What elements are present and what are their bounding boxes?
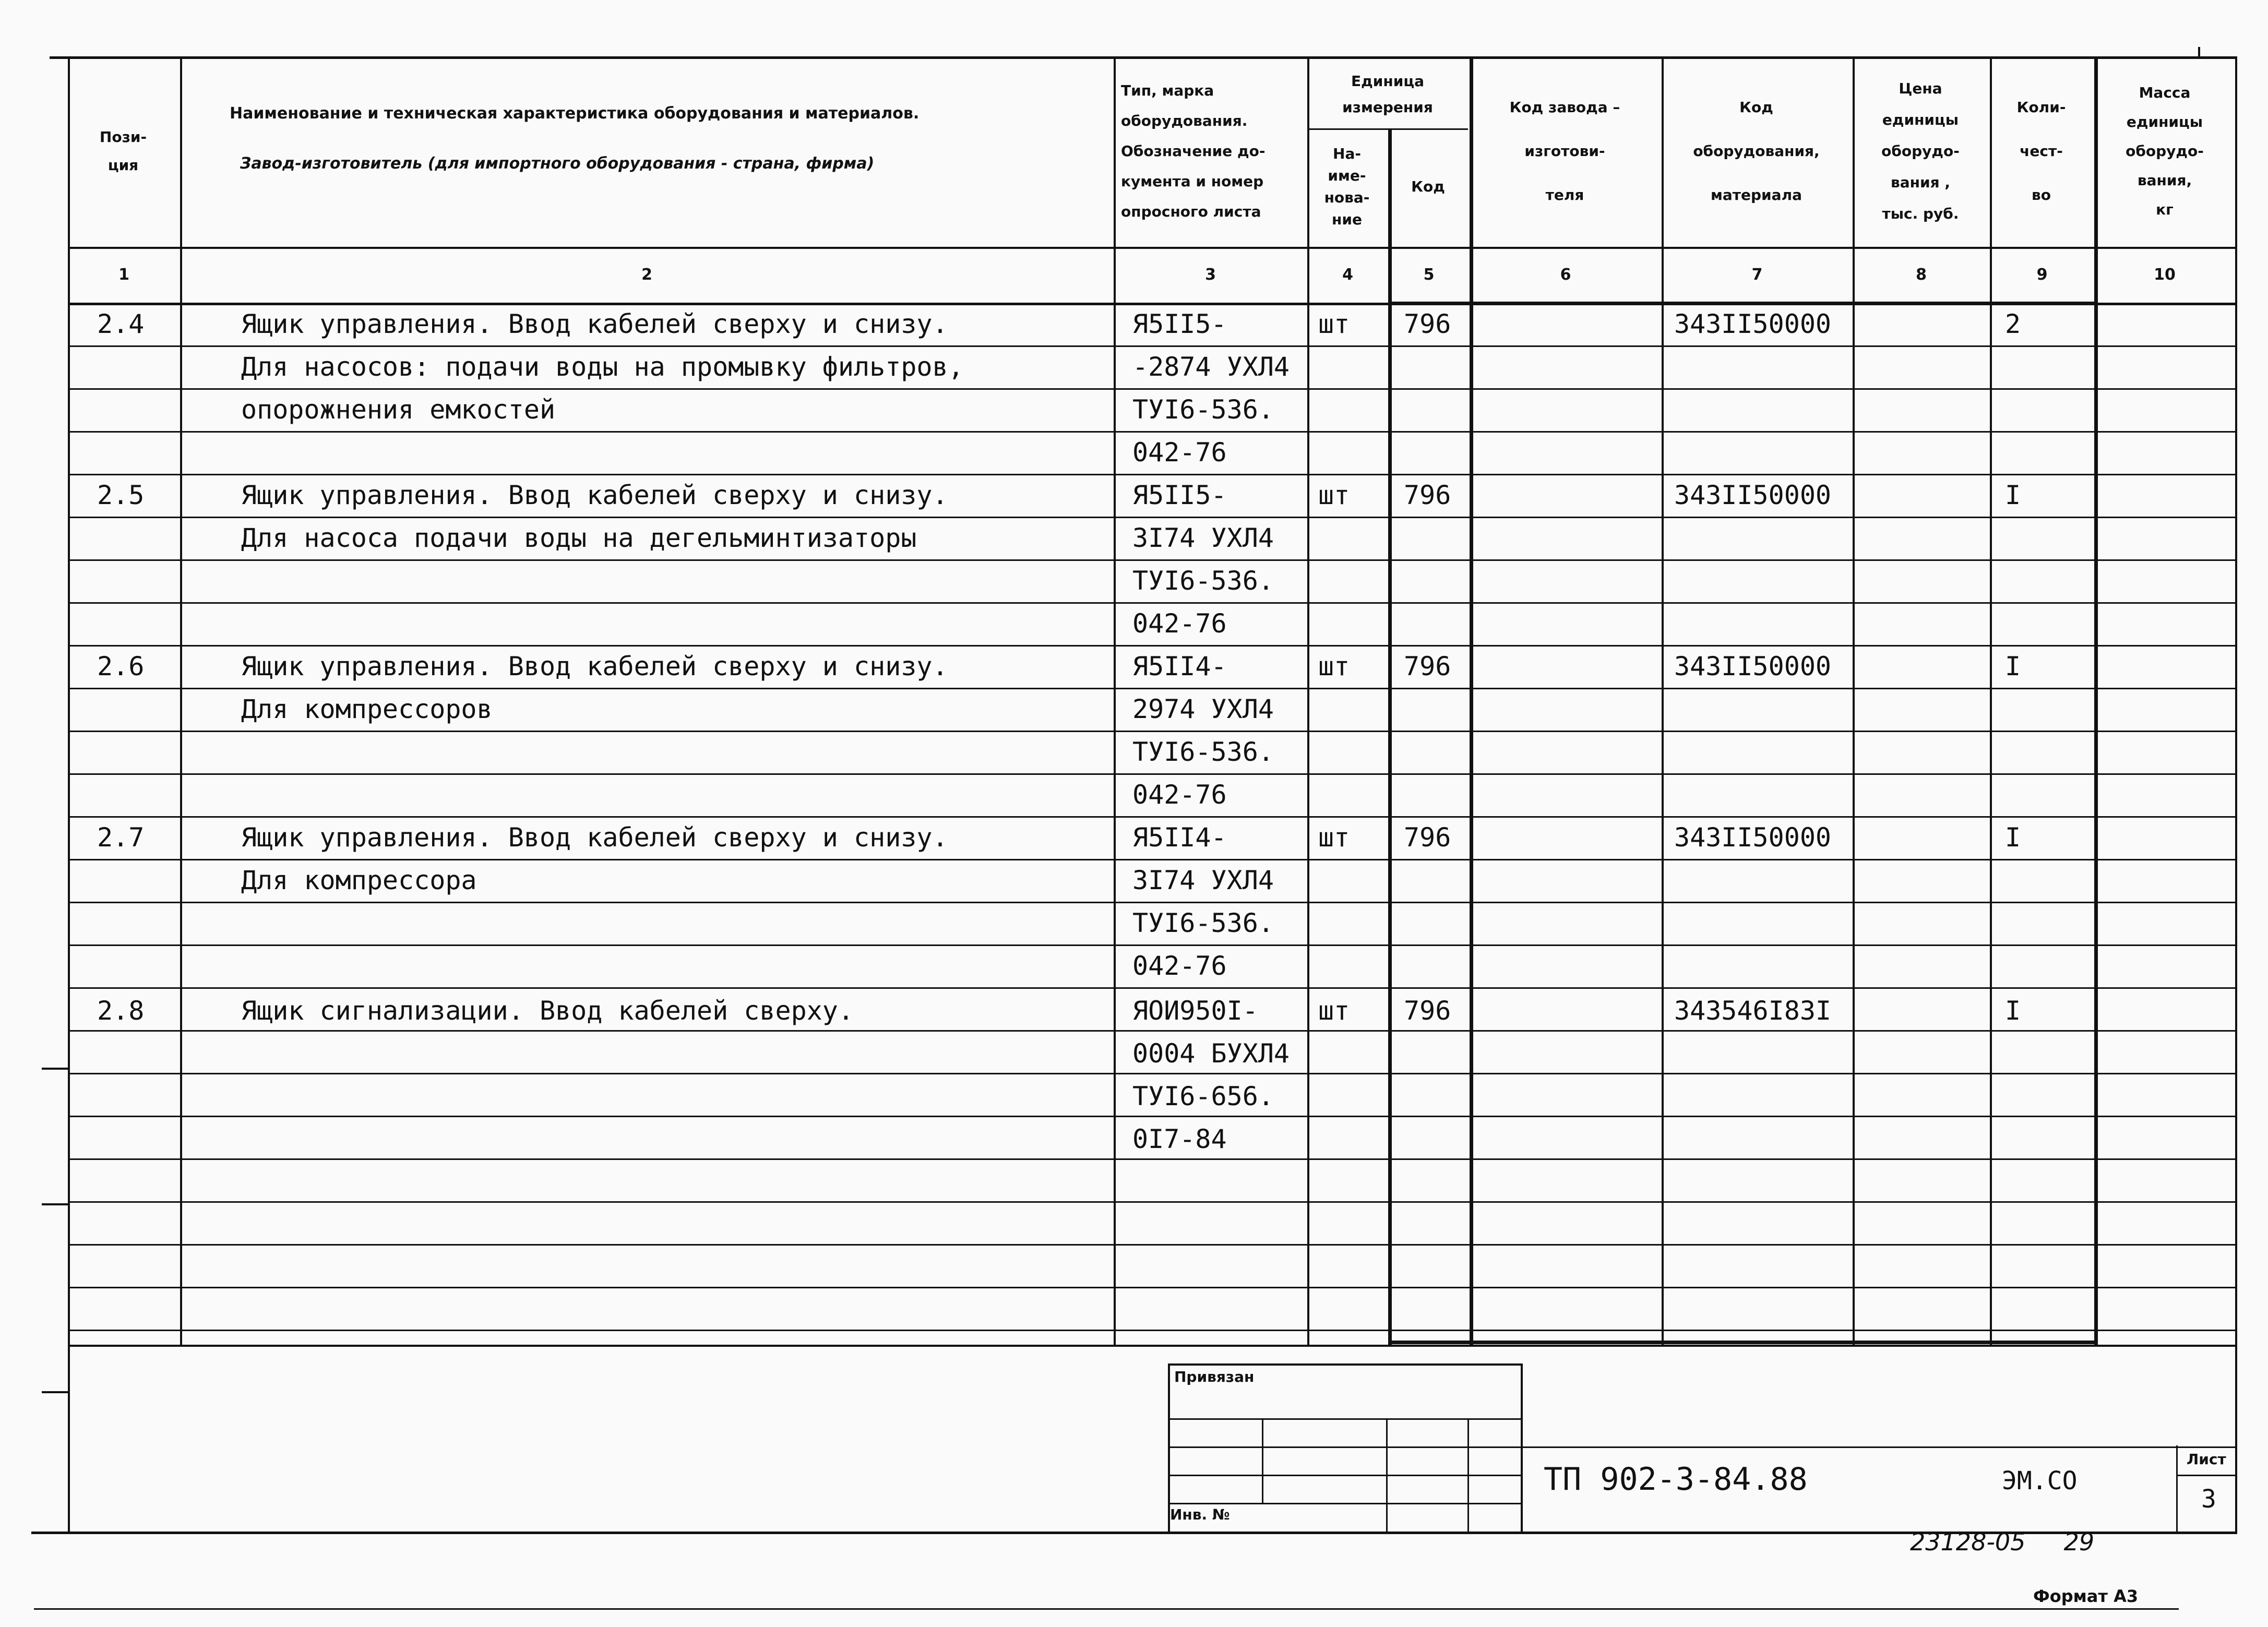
item-type-designation: Я5II4- <box>1132 651 1227 681</box>
item-type-designation: Я5II4- <box>1132 822 1227 853</box>
unit-code: 796 <box>1404 996 1451 1026</box>
item-description: Для компрессора <box>241 865 477 895</box>
document-code: ТП 902-3-84.88 <box>1544 1461 1808 1498</box>
handwritten-inventory-number: 23128-05 29 <box>1910 1528 2095 1556</box>
column-number: 6 <box>1560 266 1571 284</box>
rule-line <box>68 1287 2235 1288</box>
column-number: 8 <box>1916 266 1927 284</box>
item-type-designation: 042-76 <box>1132 437 1227 468</box>
header-factory-code: Код завода – изготови- теля <box>1509 99 1620 204</box>
equipment-code: 343II50000 <box>1674 822 1832 853</box>
position-number: 2.6 <box>97 651 145 681</box>
item-type-designation: 0004 БУХЛ4 <box>1132 1038 1290 1069</box>
rule-line <box>68 987 2235 989</box>
privyazan-label: Привязан <box>1174 1368 1255 1385</box>
rule-line <box>2198 47 2200 57</box>
header-unit-group: Единица измерения <box>1342 73 1433 116</box>
item-description: Ящик управления. Ввод кабелей сверху и снизу. <box>241 480 948 510</box>
item-type-designation: 3I74 УХЛ4 <box>1132 865 1274 895</box>
header-type: Тип, марка оборудования. Обозначение до- кумента и номер опросного листа <box>1121 82 1266 220</box>
rule-line <box>1168 1503 1523 1504</box>
rule-line <box>1467 1418 1469 1532</box>
item-type-designation: ТУI6-656. <box>1132 1081 1274 1111</box>
rule-line <box>68 1345 2235 1347</box>
item-description: Для насосов: подачи воды на промывку фильтров, <box>241 352 964 382</box>
unit-code: 796 <box>1404 309 1451 339</box>
rule-line <box>1388 128 1392 1345</box>
rule-line <box>42 1391 69 1393</box>
item-description: Для компрессоров <box>241 694 493 724</box>
unit-name: шт <box>1318 996 1350 1026</box>
item-type-designation: ТУI6-536. <box>1132 908 1274 938</box>
item-description: Ящик сигнализации. Ввод кабелей сверху. <box>241 996 854 1026</box>
item-type-designation: ТУI6-536. <box>1132 737 1274 767</box>
item-type-designation: 042-76 <box>1132 780 1227 810</box>
rule-line <box>1386 1418 1388 1532</box>
rule-line <box>1168 1446 2235 1448</box>
item-type-designation: Я5II5- <box>1132 309 1227 339</box>
quantity: I <box>2005 651 2021 681</box>
position-number: 2.4 <box>97 309 145 339</box>
header-name-line2: Завод-изготовитель (для импортного оборудования - страна, фирма) <box>240 154 875 173</box>
quantity: I <box>2005 996 2021 1026</box>
inv-number-label: Инв. № <box>1170 1506 1230 1523</box>
column-number: 9 <box>2036 266 2048 284</box>
rule-line <box>68 1201 2235 1203</box>
item-description: опорожнения емкостей <box>241 394 556 425</box>
rule-line <box>2235 56 2237 1533</box>
header-unit-code: Код <box>1411 178 1445 195</box>
rule-line <box>31 1532 2237 1534</box>
item-type-designation: 3I74 УХЛ4 <box>1132 523 1274 553</box>
rule-line <box>68 1244 2235 1246</box>
unit-name: шт <box>1318 480 1350 510</box>
rule-line <box>1168 1475 1523 1476</box>
column-number: 7 <box>1751 266 1763 284</box>
item-type-designation: 042-76 <box>1132 608 1227 639</box>
rule-line <box>42 1068 69 1070</box>
unit-code: 796 <box>1404 822 1451 853</box>
header-position: Пози- ция <box>99 128 147 174</box>
item-type-designation: 0I7-84 <box>1132 1124 1227 1154</box>
item-type-designation: -2874 УХЛ4 <box>1132 352 1290 382</box>
header-mass: Масса единицы оборудо- вания, кг <box>2126 84 2204 218</box>
rule-line <box>1168 1363 1523 1366</box>
unit-code: 796 <box>1404 480 1451 510</box>
item-description: Ящик управления. Ввод кабелей сверху и снизу. <box>241 822 948 853</box>
column-number: 10 <box>2154 266 2176 284</box>
item-type-designation: 2974 УХЛ4 <box>1132 694 1274 724</box>
position-number: 2.8 <box>97 996 145 1026</box>
rule-line <box>1262 1418 1263 1503</box>
rule-line <box>42 1203 69 1205</box>
item-type-designation: ТУI6-536. <box>1132 566 1274 596</box>
equipment-code: 343II50000 <box>1674 651 1832 681</box>
position-number: 2.5 <box>97 480 145 510</box>
column-number: 4 <box>1342 266 1353 284</box>
item-type-designation: ТУI6-536. <box>1132 394 1274 425</box>
item-type-designation: 042-76 <box>1132 951 1227 981</box>
equipment-code: 343II50000 <box>1674 309 1832 339</box>
unit-code: 796 <box>1404 651 1451 681</box>
equipment-code: 343546I83I <box>1674 996 1832 1026</box>
column-number: 2 <box>641 266 652 284</box>
quantity: I <box>2005 480 2021 510</box>
quantity: I <box>2005 822 2021 853</box>
item-description: Ящик управления. Ввод кабелей сверху и снизу. <box>241 309 948 339</box>
rule-line <box>68 1330 2235 1331</box>
rule-line <box>1168 1418 1523 1420</box>
item-description: Ящик управления. Ввод кабелей сверху и снизу. <box>241 651 948 681</box>
unit-name: шт <box>1318 309 1350 339</box>
item-description: Для насоса подачи воды на дегельминтизаторы <box>241 523 917 553</box>
rule-line <box>1388 1341 2094 1344</box>
quantity: 2 <box>2005 309 2021 339</box>
unit-name: шт <box>1318 822 1350 853</box>
equipment-code: 343II50000 <box>1674 480 1832 510</box>
rule-line <box>2176 1445 2178 1532</box>
header-quantity: Коли- чест- во <box>2016 99 2066 204</box>
item-type-designation: ЯОИ950I- <box>1132 996 1258 1026</box>
item-type-designation: Я5II5- <box>1132 480 1227 510</box>
document-mark: ЭМ.СО <box>2002 1466 2078 1496</box>
column-number: 3 <box>1205 266 1216 284</box>
sheet-number: 3 <box>2201 1485 2216 1514</box>
unit-name: шт <box>1318 651 1350 681</box>
column-number: 5 <box>1423 266 1435 284</box>
header-price: Цена единицы оборудо- вания , тыс. руб. <box>1881 80 1960 222</box>
column-number: 1 <box>118 266 129 284</box>
header-name-line1: Наименование и техническая характеристика оборудования и материалов. <box>230 104 920 123</box>
position-number: 2.7 <box>97 822 145 853</box>
rule-line <box>34 1608 2179 1610</box>
rule-line <box>2176 1475 2236 1476</box>
format-label: Формат А3 <box>2033 1586 2139 1606</box>
header-equipment-code: Код оборудования, материала <box>1693 99 1820 204</box>
sheet-label: Лист <box>2187 1451 2226 1468</box>
header-unit-name: На- име- нова- ние <box>1324 145 1370 228</box>
